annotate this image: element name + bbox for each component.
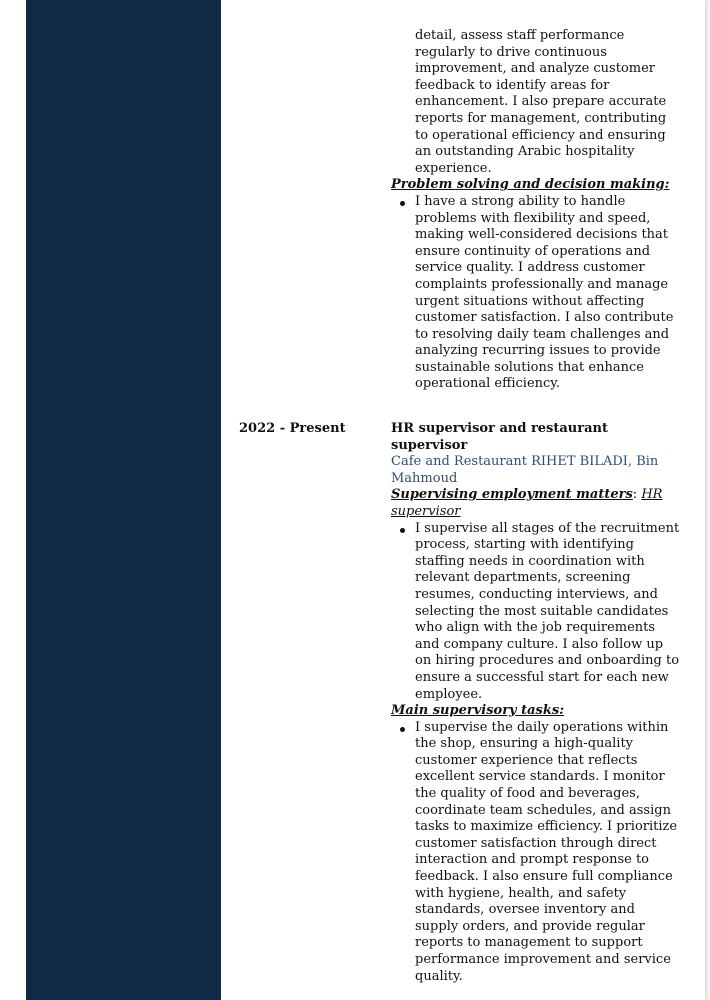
list-item: I supervise the daily operations within the shop, ensuring a high-quality customer experience that reflects excellent service standards. I monitor the quality of food and beverages, coordinate team schedules, and assign tasks to maximize efficiency. I prioritize customer satisfaction through direct interaction and prompt response to feedback. I also ensure full compliance with hygiene, health, and safety standards, oversee inventory and supply orders, and provide regular reports to management to support performance improvement and service quality. bbox=[391, 720, 681, 986]
list-item: I have a strong ability to handle problems with flexibility and speed, making well-considered decisions that ensure continuity of operations and service quality. I address customer complaints professionally and manage urgent situations without affecting customer satisfaction. I also contribute to resolving daily team challenges and analyzing recurring issues to provide sustainable solutions that enhance operational efficiency. bbox=[391, 194, 681, 393]
problem-solving-list bbox=[391, 194, 681, 393]
list-item: I supervise all stages of the recruitment process, starting with identifying staffing needs in coordination with relevant departments, screening resumes, conducting interviews, and selecting the most suitable candidates who align with the job requirements and company culture. I also follow up on hiring procedures and onboarding to ensure a successful start for each new employee. bbox=[391, 521, 681, 704]
employment-heading-line bbox=[391, 487, 681, 520]
employment-colon: : bbox=[632, 487, 638, 503]
problem-solving-heading: Problem solving and decision making: bbox=[391, 177, 670, 193]
main-tasks-list bbox=[391, 720, 681, 986]
company-name: Cafe and Restaurant RIHET BILADI, Bin Mahmoud bbox=[391, 454, 659, 486]
continued-bullet-text: detail, assess staff performance regularly to drive continuous improvement, and analyze customer feedback to identify areas for enhancement. I also prepare accurate reports for management, contributing to operational efficiency and ensuring an outstanding Arabic hospitality experience. bbox=[415, 28, 667, 176]
previous-job-section bbox=[391, 28, 681, 393]
employment-role: HR supervisor bbox=[391, 487, 663, 519]
job-title: HR supervisor and restaurant supervisor bbox=[391, 421, 608, 453]
employment-list bbox=[391, 521, 681, 704]
job-entry bbox=[391, 421, 681, 985]
main-content bbox=[221, 0, 705, 1000]
employment-heading: Supervising employment matters bbox=[391, 487, 633, 503]
job-date: 2022 - Present bbox=[239, 421, 346, 436]
sidebar-panel bbox=[26, 0, 221, 1000]
left-margin bbox=[0, 0, 26, 1000]
main-tasks-heading: Main supervisory tasks: bbox=[391, 703, 564, 719]
